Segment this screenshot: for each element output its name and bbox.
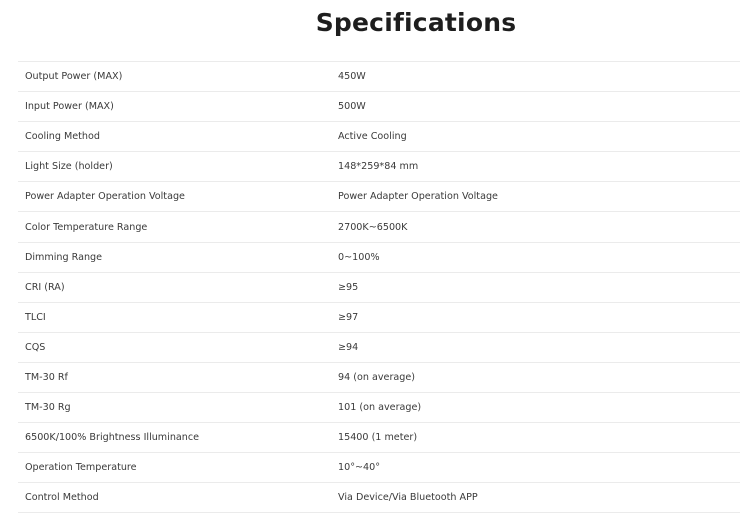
table-row [18, 62, 740, 92]
table-row [18, 302, 740, 332]
spec-value: 101 (on average) [338, 402, 422, 414]
spec-value: 15400 (1 meter) [338, 432, 418, 444]
table-row [18, 152, 740, 182]
spec-label: Cooling Method [25, 131, 100, 143]
spec-value: Via Device/Via Bluetooth APP [338, 492, 478, 504]
page-title: Specifications [315, 8, 517, 37]
specifications-table [18, 61, 740, 513]
table-row [18, 332, 740, 362]
table-row [18, 272, 740, 302]
spec-label: Output Power (MAX) [25, 71, 123, 83]
spec-label: Operation Temperature [25, 462, 137, 474]
spec-value: 500W [338, 101, 366, 113]
spec-label: Control Method [25, 492, 99, 504]
table-row [18, 182, 740, 212]
table-row [18, 483, 740, 513]
spec-label: TM-30 Rg [25, 402, 71, 414]
table-row [18, 122, 740, 152]
table-row [18, 212, 740, 242]
spec-value: ≥94 [338, 341, 359, 353]
spec-label: TM-30 Rf [25, 371, 68, 383]
spec-value: 148*259*84 mm [338, 161, 419, 173]
spec-value: 2700K~6500K [338, 221, 408, 233]
spec-label: TLCI [25, 311, 46, 323]
table-row [18, 92, 740, 122]
spec-value: 0~100% [338, 251, 380, 263]
table-row [18, 393, 740, 423]
table-row [18, 362, 740, 392]
spec-value: ≥97 [338, 311, 359, 323]
spec-value: Power Adapter Operation Voltage [338, 191, 498, 203]
spec-label: Input Power (MAX) [25, 101, 114, 113]
spec-value: 94 (on average) [338, 371, 416, 383]
spec-value: ≥95 [338, 281, 359, 293]
spec-label: Light Size (holder) [25, 161, 113, 173]
spec-label: Power Adapter Operation Voltage [25, 191, 185, 203]
spec-value: 10°~40° [338, 462, 381, 474]
table-row [18, 423, 740, 453]
table-row [18, 242, 740, 272]
spec-label: CRI (RA) [25, 281, 65, 293]
spec-label: CQS [25, 341, 46, 353]
spec-value: 450W [338, 71, 366, 83]
spec-label: Dimming Range [25, 251, 103, 263]
spec-label: 6500K/100% Brightness Illuminance [25, 432, 200, 444]
table-row [18, 453, 740, 483]
spec-value: Active Cooling [338, 131, 407, 143]
spec-label: Color Temperature Range [25, 221, 148, 233]
